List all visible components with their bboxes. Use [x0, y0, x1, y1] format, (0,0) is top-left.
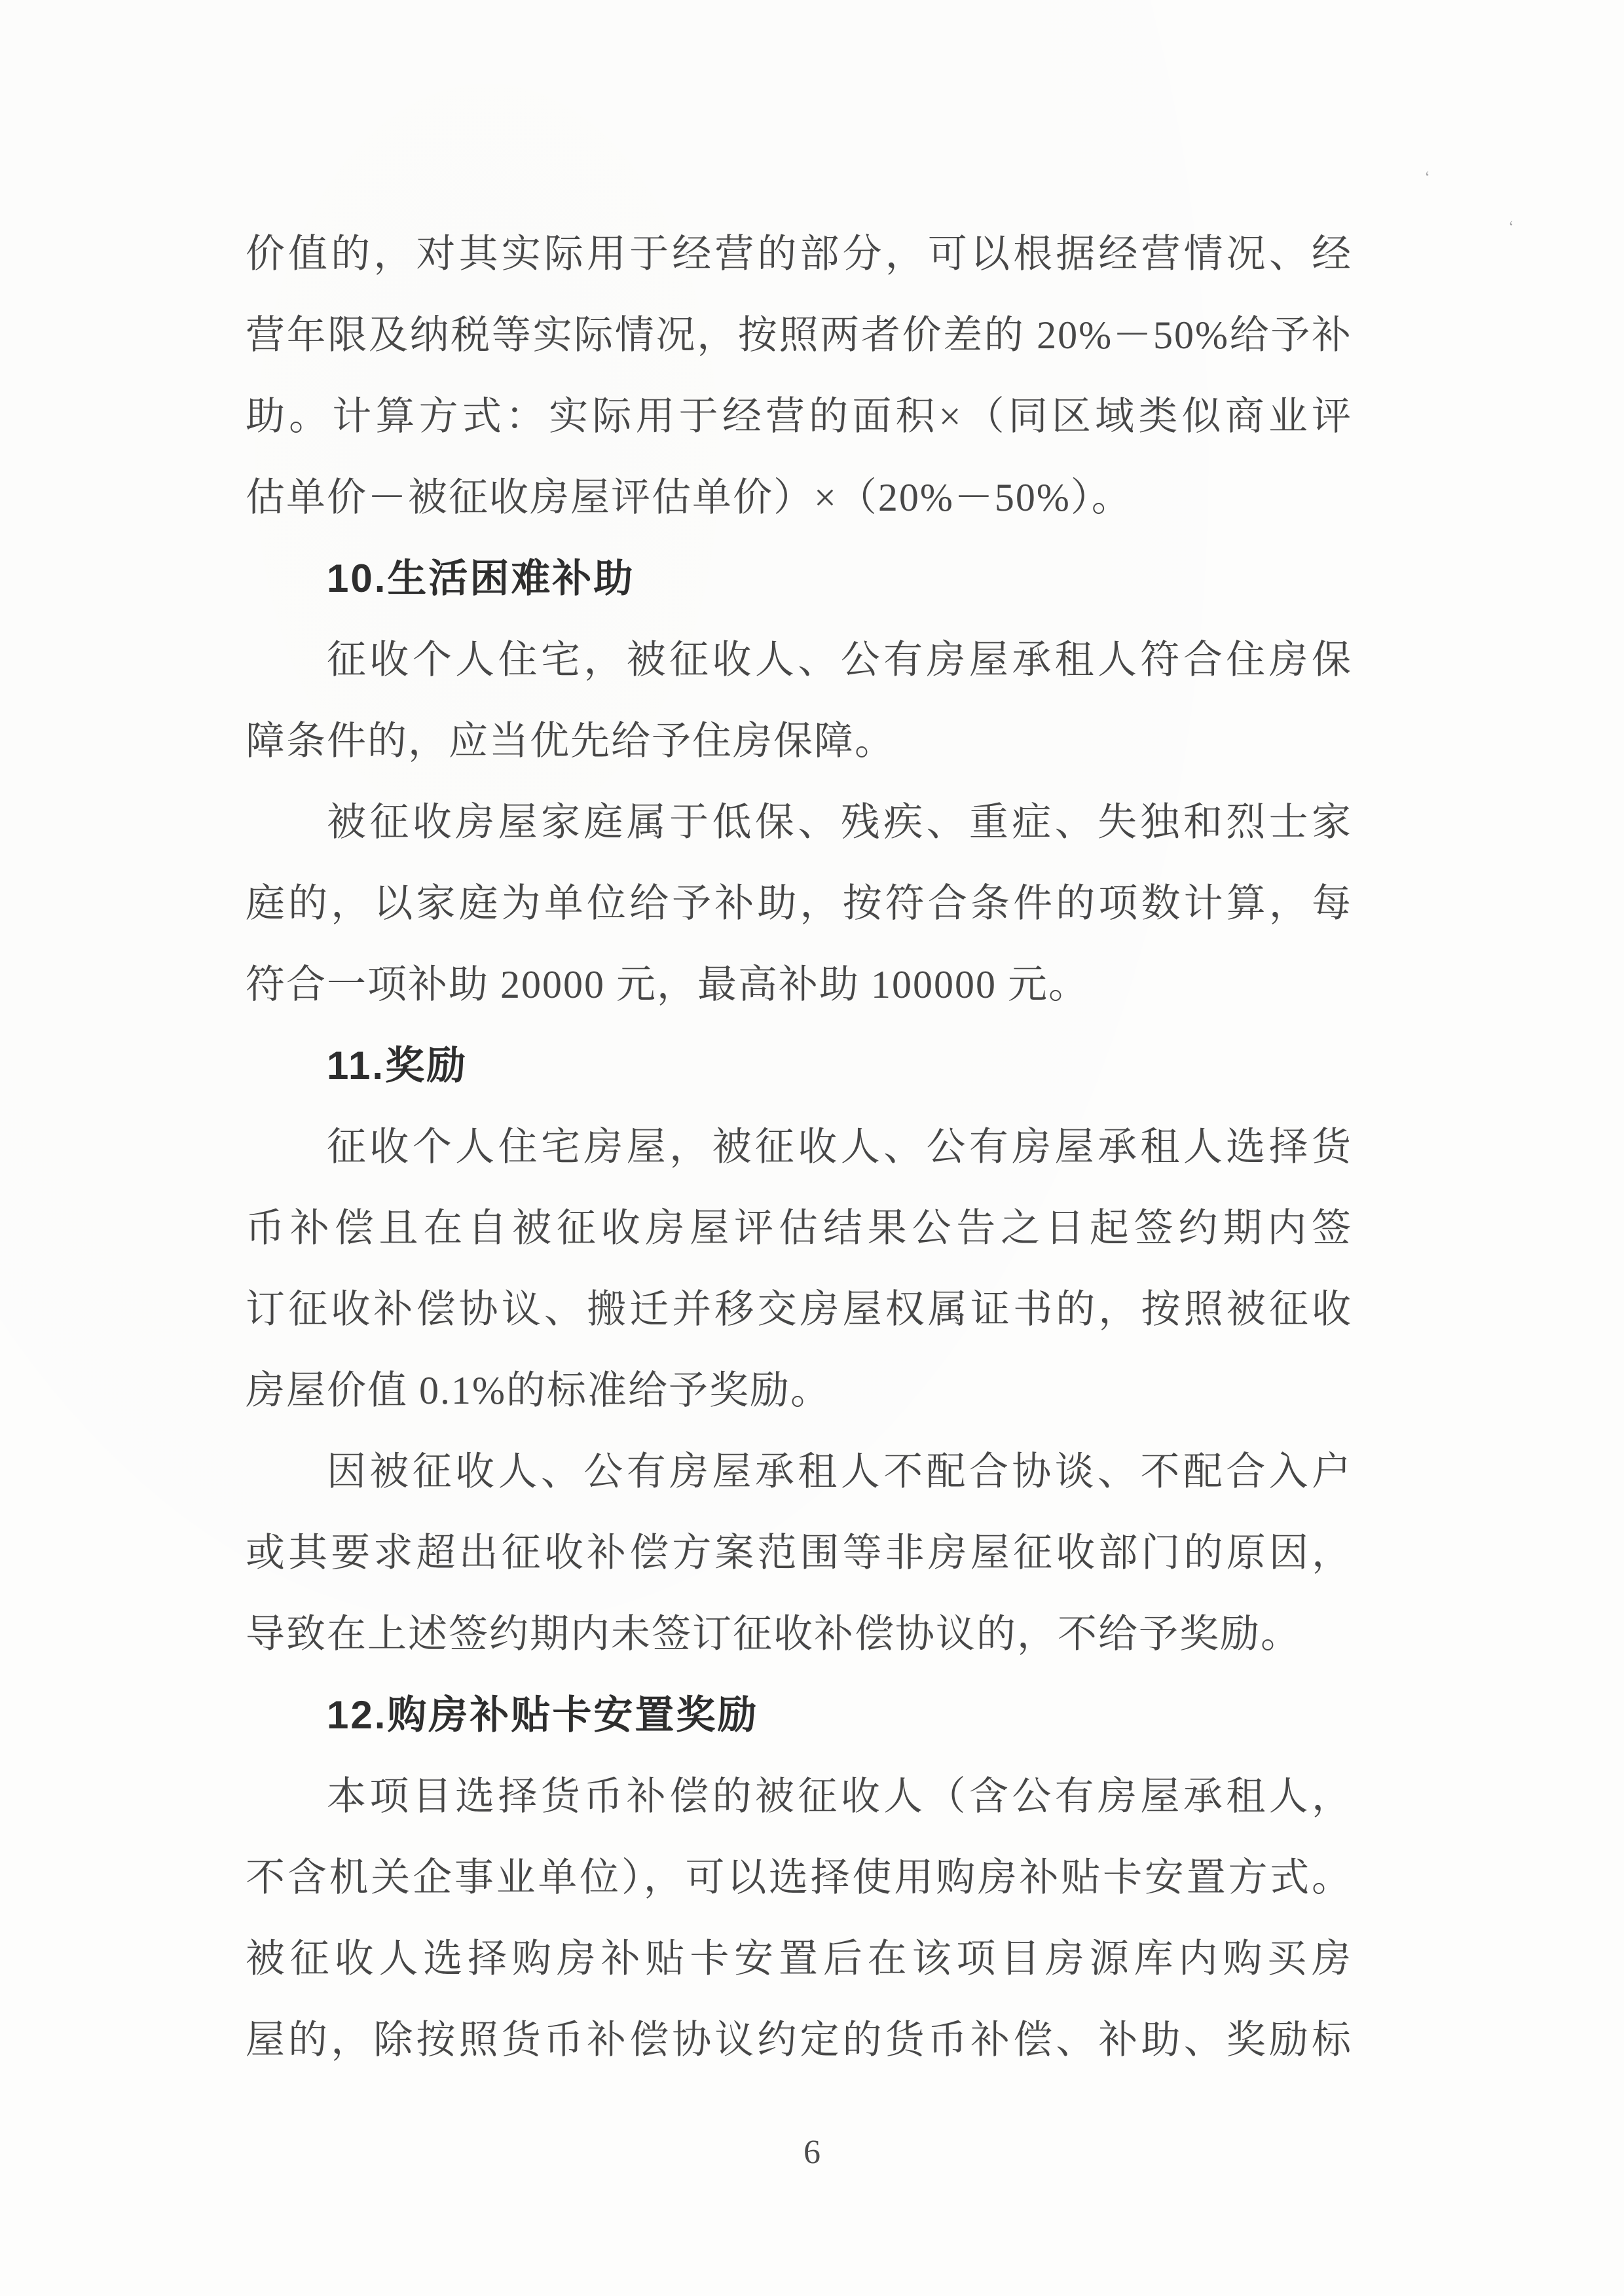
text-line: 价值的，对其实际用于经营的部分，可以根据经营情况、经 [246, 232, 1352, 276]
text-line: 征收个人住宅，被征收人、公有房屋承租人符合住房保 [327, 638, 1352, 682]
text-line: 被征收人选择购房补贴卡安置后在该项目房源库内购买房 [246, 1937, 1352, 1980]
section-heading: 12.购房补贴卡安置奖励 [327, 1693, 759, 1737]
text-line: 房屋价值 0.1%的标准给予奖励。 [246, 1369, 831, 1412]
text-line: 币补偿且在自被征收房屋评估结果公告之日起签约期内签 [246, 1207, 1352, 1250]
text-line: 庭的，以家庭为单位给予补助，按符合条件的项数计算，每 [246, 882, 1352, 925]
text-line: 不含机关企事业单位），可以选择使用购房补贴卡安置方式。 [246, 1856, 1352, 1899]
text-line: 屋的，除按照货币补偿协议约定的货币补偿、补助、奖励标 [246, 2018, 1352, 2062]
section-heading: 10.生活困难补助 [327, 556, 635, 600]
text-line: 征收个人住宅房屋，被征收人、公有房屋承租人选择货 [327, 1125, 1352, 1169]
text-line: 因被征收人、公有房屋承租人不配合协谈、不配合入户 [327, 1450, 1352, 1493]
section-heading: 11.奖励 [327, 1044, 468, 1087]
text-line: 导致在上述签约期内未签订征收补偿协议的，不给予奖励。 [246, 1613, 1301, 1656]
scan-speck: ‘ [1423, 167, 1432, 187]
scan-speck: ‘ [1507, 217, 1516, 237]
text-line: 估单价－被征收房屋评估单价）×（20%－50%）。 [246, 476, 1132, 519]
text-line: 障条件的，应当优先给予住房保障。 [246, 720, 895, 763]
text-line: 符合一项补助 20000 元，最高补助 100000 元。 [246, 963, 1089, 1006]
document-text [246, 213, 1352, 2081]
text-line: 本项目选择货币补偿的被征收人（含公有房屋承租人， [327, 1775, 1352, 1818]
text-line: 助。计算方式：实际用于经营的面积×（同区域类似商业评 [246, 395, 1352, 438]
text-line: 订征收补偿协议、搬迁并移交房屋权属证书的，按照被征收 [246, 1288, 1352, 1331]
text-line: 营年限及纳税等实际情况，按照两者价差的 20%－50%给予补 [246, 314, 1352, 357]
text-line: 被征收房屋家庭属于低保、残疾、重症、失独和烈士家 [327, 801, 1352, 844]
page-number: 6 [803, 2134, 821, 2171]
text-line: 或其要求超出征收补偿方案范围等非房屋征收部门的原因， [246, 1531, 1352, 1575]
